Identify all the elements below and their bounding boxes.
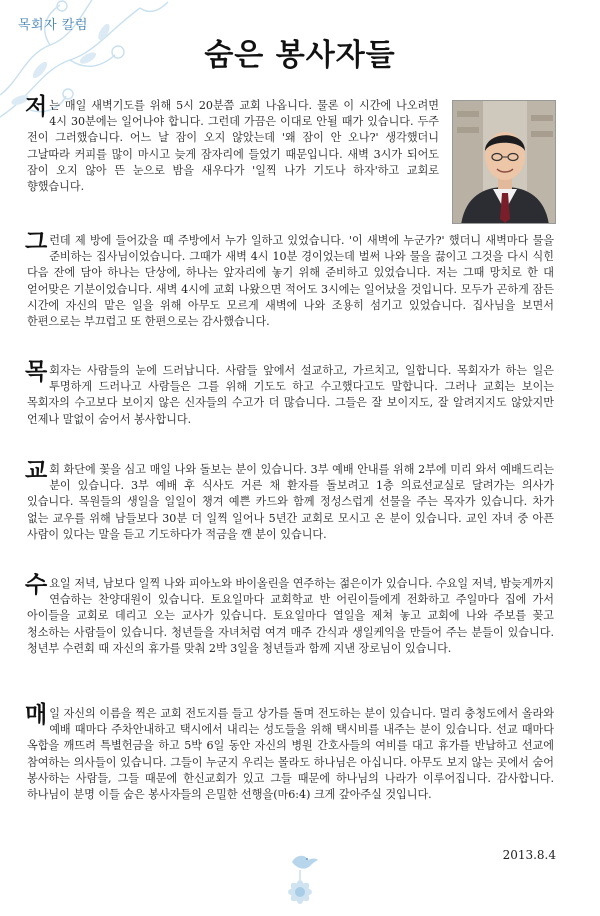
paragraph-3-text: 회자는 사람들의 눈에 드러납니다. 사람들 앞에서 설교하고, 가르치고, 일합니다. 목회자가 하는 일은 투명하게 드러나고 사람들은 그를 위해 기도도 하고 수고했다고도 말합니다. 그러나 교회는 보이는 목회자의 수고보다 보이지 않은 신자들의 수고가 더 많습니다. 그들은 잘 보이지도, 잘 알려지지도 않았지만 언제나 말없이 숨어서 봉사합니다. <box>27 364 554 426</box>
paragraph-6-text: 일 자신의 이름을 찍은 교회 전도지를 들고 상가를 돌며 전도하는 분이 있습니다. 멀리 충청도에서 올라와 예배 때마다 주차안내하고 택시에서 내리는 성도들을 위해 택시비를 내주는 분이 있습니다. 선교 때마다 옥합을 깨뜨려 특별헌금을 하고 5박 6일 동안 자신의 병원 간호사들의 여비를 대고 휴가를 반납하고 선교에 참여하는 의사들이 있습니다. 그들이 누군지 우리는 몰라도 하나님은 아십니다. 아무도 보지 않는 곳에서 숨어 봉사하는 사람들, 그들 때문에 한신교회가 있고 그들 때문에 하나님의 나라가 이루어집니다. 감사합니다. 하나님이 분명 이들 숨은 봉사자들의 은밀한 선행을(마6:4) 크게 갚아주실 것입니다. <box>27 707 554 802</box>
paragraph-1 <box>25 94 439 195</box>
column-label: 목회자 칼럼 <box>18 18 88 33</box>
paragraph-4-text: 회 화단에 꽃을 심고 매일 나와 돌보는 분이 있습니다. 3부 예배 안내를 위해 2부에 미리 와서 예배드리는 분이 있습니다. 3부 예배 후 식사도 거른 채 환자를 돌보려고 1층 의료선교실로 달려가는 의사가 있습니다. 목원들의 생일을 일일이 챙겨 예쁜 카드와 함께 정성스럽게 선물을 주는 목자가 있습니다. 차가 없는 교우를 위해 남들보다 30분 더 일찍 일어나 5년간 교회로 모시고 온 분이 있습니다. 교인 자녀 중 아픈 사람이 있다는 말을 듣고 기도하다가 적금을 깬 분이 있습니다. <box>27 463 554 541</box>
column-date: 2013.8.4 <box>502 848 556 862</box>
paragraph-3-initial: 목 <box>25 359 48 385</box>
paragraph-5 <box>25 572 554 657</box>
page-title: 숨은 봉사자들 <box>204 38 396 73</box>
pastor-portrait-photo <box>452 100 556 224</box>
paragraph-5-text: 요일 저녁, 남보다 일찍 나와 피아노와 바이올린을 연주하는 젊은이가 있습니다. 수요일 저녁, 밤늦게까지 연습하는 찬양대원이 있습니다. 토요일마다 교회학교 반 어린이들에게 전화하고 주일마다 집에 가서 아이들을 교회로 데리고 오는 교사가 있습니다. 토요일마다 열일을 제쳐 놓고 교회에 나와 주보를 꽂고 청소하는 사람들이 있습니다. 청년들을 자녀처럼 여겨 매주 간식과 생일케익을 만들어 주는 분들이 있습니다. 청년부 수련회 때 자신의 휴가를 맞춰 2박 3일을 청년들과 함께 지낸 장로님이 있습니다. <box>27 577 554 655</box>
paragraph-4 <box>25 458 554 543</box>
paragraph-6 <box>25 702 554 803</box>
flower-bird-ornament <box>262 840 338 916</box>
paragraph-2-text: 런데 제 방에 들어갔을 때 주방에서 누가 일하고 있었습니다. '이 새벽에 누군가?' 했더니 새벽마다 물을 준비하는 집사님이었습니다. 그때가 새벽 4시 10분 경이었는데 벌써 나와 물을 끓이고 그것을 다시 식힌 다음 잔에 담아 하나는 단상에, 하나는 앞자리에 놓기 위해 준비하고 있었습니다. 저는 그때 망치로 한 대 얻어맞은 기분이었습니다. 새벽 4시에 교회 나왔으면 적어도 3시에는 일어났을 것입니다. 모두가 곤하게 잠든 시간에 자신의 맡은 일을 위해 아무도 모르게 새벽에 나와 조용히 섬기고 있었습니다. 집사님을 보면서 한편으로는 부끄럽고 또 한편으로는 감사했습니다. <box>27 234 554 329</box>
paragraph-2 <box>25 229 554 330</box>
paragraph-6-initial: 매 <box>25 702 48 728</box>
paragraph-5-initial: 수 <box>25 572 48 598</box>
paragraph-2-initial: 그 <box>25 229 48 255</box>
paragraph-3 <box>25 359 554 428</box>
paragraph-1-text: 는 매일 새벽기도를 위해 5시 20분쯤 교회 나옵니다. 물론 이 시간에 나오려면 4시 30분에는 일어나야 합니다. 그런데 가끔은 이대로 안될 때가 있습니다. 두주 전이 그러했습니다. 어느 날 잠이 오지 않았는데 '왜 잠이 안 오나?' 생각했더니 그날따라 커피를 많이 마시고 늦게 잠자리에 들었기 때문입니다. 새벽 3시가 되어도 잠이 오지 않아 뜬 눈으로 밤을 새우다가 '일찍 나가 기도나 하자'하고 교회로 향했습니다. <box>27 99 439 194</box>
paragraph-1-initial: 저 <box>25 94 48 120</box>
paragraph-4-initial: 교 <box>25 458 48 484</box>
